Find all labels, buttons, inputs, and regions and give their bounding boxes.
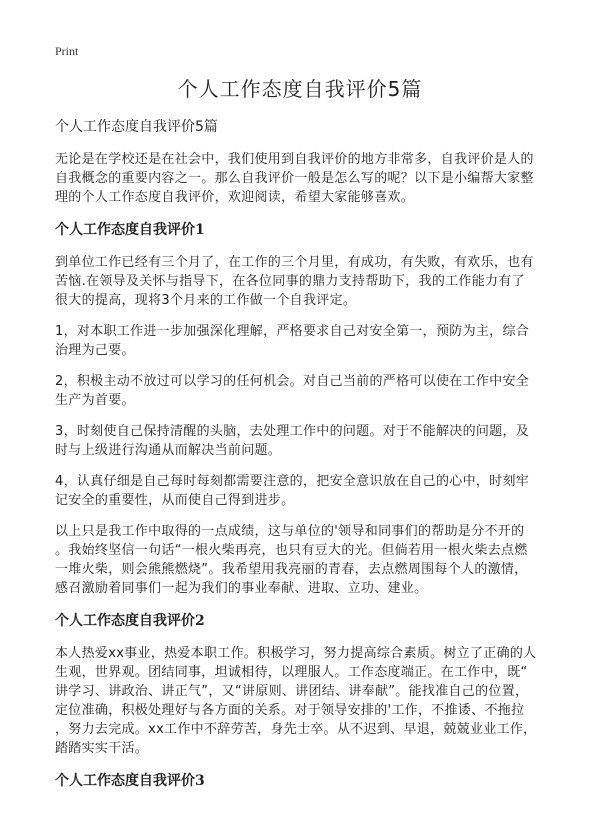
- text-line: 理的个人工作态度自我评价，欢迎阅读，希望大家能够喜欢。: [55, 190, 415, 205]
- text-line: 生产为首要。: [55, 393, 135, 408]
- text-line: 踏踏实实干活。: [55, 741, 149, 756]
- text-line: 无论是在学校还是在社会中，我们使用到自我评价的地方非常多，自我评价是人的: [55, 152, 534, 167]
- text-line: 定位准确，积极处理好与各方面的关系。对于领导安排的'工作，不推诿、不拖拉: [55, 703, 525, 718]
- section-heading: 个人工作态度自我评价2: [55, 613, 205, 629]
- text-line: 治理为己要。: [55, 343, 135, 358]
- paragraph: [55, 253, 555, 310]
- paragraph: [55, 472, 555, 510]
- text-line: 自我概念的重要内容之一。那么自我评价一般是怎么写的呢？以下是小编帮大家整: [55, 171, 534, 186]
- text-line: 苦恼.在领导及关怀与指导下，在各位同事的鼎力支持帮助下，我的工作能力有了: [55, 274, 525, 289]
- text-line: 1，对本职工作进一步加强深化理解，严格要求自己对安全第一，预防为主，综合: [55, 324, 530, 339]
- sections: [55, 219, 555, 790]
- text-line: ，努力去完成。xx工作中不辞劳苦，身先士卒。从不迟到、早退，兢兢业业工作，: [55, 722, 537, 737]
- intro-paragraph: [55, 150, 555, 207]
- paragraph: [55, 372, 555, 410]
- section-heading: 个人工作态度自我评价3: [55, 773, 205, 789]
- text-line: 很大的提高，现将3个月来的工作做一个自我评定。: [55, 293, 357, 308]
- document-subtitle: 个人工作态度自我评价5篇: [55, 119, 218, 135]
- text-line: 4，认真仔细是自己每时每刻都需要注意的，把安全意识放在自己的心中，时刻牢: [55, 474, 530, 489]
- text-line: 生观，世界观。团结同事，坦诚相待，以理服人。工作态度端正。在工作中，既“: [55, 665, 528, 680]
- text-line: 3，时刻使自己保持清醒的头脑，去处理工作中的问题。对于不能解决的问题，及: [55, 424, 530, 439]
- paragraph: [55, 422, 555, 460]
- paragraph: [55, 644, 555, 758]
- document-title: 个人工作态度自我评价5篇: [177, 77, 423, 101]
- text-line: 到单位工作已经有三个月了，在工作的三个月里，有成功，有失败，有欢乐，也有: [55, 255, 534, 270]
- text-line: 记安全的重要性，从而使自己得到进步。: [55, 493, 295, 508]
- text-line: 时与上级进行沟通从而解决当前问题。: [55, 443, 282, 458]
- text-line: 2，积极主动不放过可以学习的任何机会。对自己当前的严格可以使在工作中安全: [55, 374, 530, 389]
- text-line: 一堆火柴，则会熊熊燃烧”。我希望用我亮丽的青春，去点燃周围每个人的激情，: [55, 562, 528, 577]
- text-line: 感召激励着同事们一起为我们的事业奉献、进取、立功、建业。: [55, 581, 428, 596]
- section-heading: 个人工作态度自我评价1: [55, 222, 205, 238]
- print-label: Print: [55, 44, 79, 58]
- text-line: 本人热爱xx事业，热爱本职工作。积极学习，努力提高综合素质。树立了正确的人: [55, 646, 537, 661]
- text-line: 。我始终坚信一句话“一根火柴再亮，也只有豆大的光。但倘若用一根火柴去点燃: [55, 543, 528, 558]
- paragraph: [55, 322, 555, 360]
- text-line: 以上只是我工作中取得的一点成绩，这与单位的'领导和同事们的帮助是分不开的: [55, 524, 525, 539]
- paragraph: [55, 522, 555, 598]
- text-line: 讲学习、讲政治、讲正气”，又“讲原则、讲团结、讲奉献”。能找准自己的位置，: [55, 684, 529, 699]
